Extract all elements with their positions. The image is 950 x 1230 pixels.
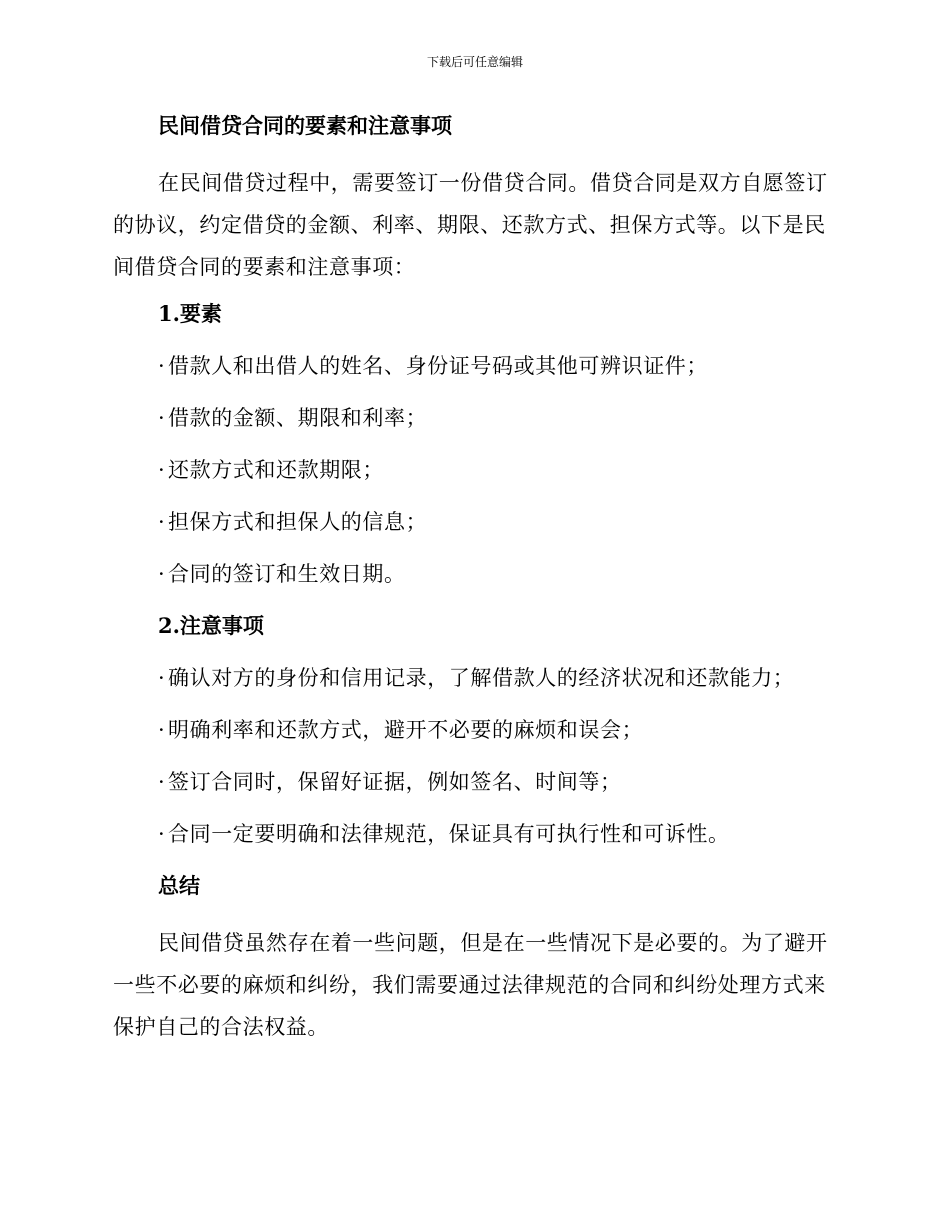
intro-paragraph: 在民间借贷过程中，需要签订一份借贷合同。借贷合同是双方自愿签订的协议，约定借贷的金额、利率、期限、还款方式、担保方式等。以下是民间借贷合同的要素和注意事项： <box>113 171 828 279</box>
bullet-marker: · <box>158 458 166 482</box>
bullet-marker: · <box>158 822 166 846</box>
list-item: · 确认对方的身份和信用记录，了解借款人的经济状况和还款能力； <box>158 662 833 694</box>
list-item: · 签订合同时，保留好证据，例如签名、时间等； <box>158 766 833 798</box>
list-item: · 合同的签订和生效日期。 <box>158 558 833 590</box>
bullet-marker: · <box>158 510 166 534</box>
section-heading-notes: 2.注意事项 <box>158 613 264 638</box>
list-item: · 借款的金额、期限和利率； <box>158 402 833 434</box>
list-item: · 借款人和出借人的姓名、身份证号码或其他可辨识证件； <box>158 350 833 382</box>
bullet-marker: · <box>158 666 166 690</box>
list-item: · 合同一定要明确和法律规范，保证具有可执行性和可诉性。 <box>158 818 833 850</box>
bullet-marker: · <box>158 770 166 794</box>
summary-paragraph: 民间借贷虽然存在着一些问题，但是在一些情况下是必要的。为了避开一些不必要的麻烦和纠纷，我们需要通过法律规范的合同和纠纷处理方式来保护自己的合法权益。 <box>113 931 828 1039</box>
list-item: · 担保方式和担保人的信息； <box>158 506 833 538</box>
header-note: 下载后可任意编辑 <box>426 55 523 69</box>
summary-heading: 总结 <box>158 873 200 898</box>
document-body <box>113 110 833 1058</box>
bullet-marker: · <box>158 718 166 742</box>
bullet-marker: · <box>158 354 166 378</box>
bullet-marker: · <box>158 562 166 586</box>
document-title: 民间借贷合同的要素和注意事项 <box>158 113 452 138</box>
bullet-marker: · <box>158 406 166 430</box>
section-heading-elements: 1.要素 <box>158 301 222 326</box>
list-item: · 明确利率和还款方式，避开不必要的麻烦和误会； <box>158 714 833 746</box>
list-item: · 还款方式和还款期限； <box>158 454 833 486</box>
